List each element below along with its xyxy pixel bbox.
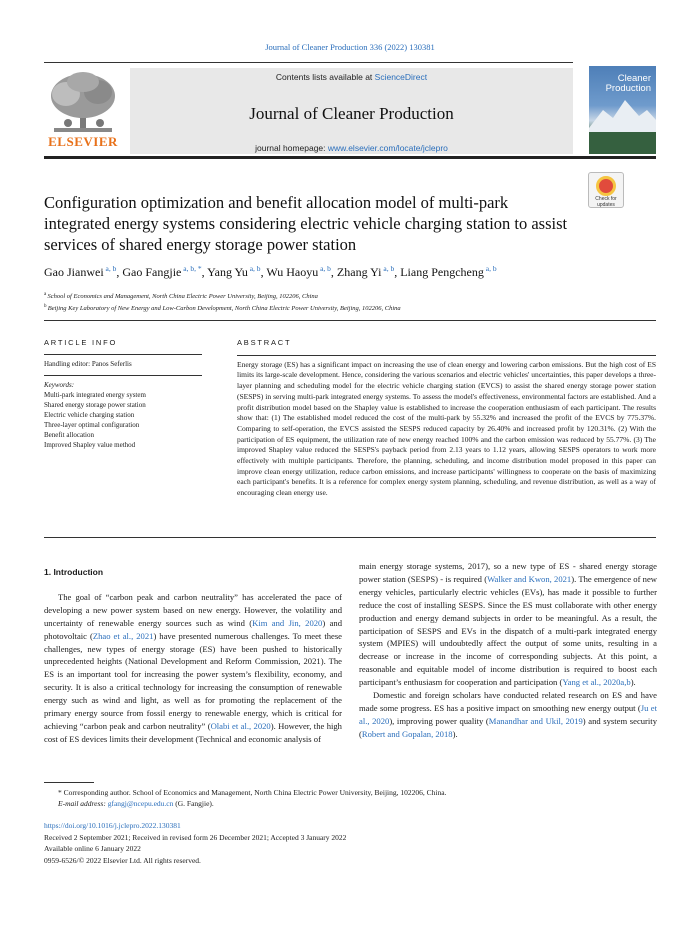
cover-title-line-2: Production [605,83,651,94]
paragraph-text: ) and photovoltaic ( [44,617,342,641]
paragraph-text: ). [630,677,636,688]
affiliation-line [44,302,656,314]
intro-paragraph-1-continued [359,560,657,689]
email-label: E-mail address: [58,799,108,808]
paragraph-text: Domestic and foreign scholars have conducted related research on ES and have made some progress. ES has a positive impact on smoothing new energy output ( [359,690,657,713]
cover-title-line-1: Cleaner [617,73,651,84]
footnote-rule [44,782,94,783]
contents-line [130,72,573,82]
citation-link[interactable]: Olabi et al., 2020 [210,720,271,731]
paragraph-text: ). The emergence of new energy vehicles, particularly electric vehicles (EVs), has made it possible to further reduce the cost of installing SESPS. Since the ES must collaborate with other energy production and energy demand subjects in order to be meaningful. As a result, the participation of SESPS and EVs in the dispatch of a multi-park integrated energy system (MPIES) will undoubtedly affect the output of some units, resulting in a decrease or increase in the income of corresponding subjects. At this point, a reasonable and equitable model of income distribution is required to boost each participant’s enthusiasm for cooperation and participation ( [359,573,658,688]
affiliation-mark: b [44,304,48,310]
citation-link[interactable]: Walker and Kwon, 2021 [487,573,572,584]
abstract-heading: ABSTRACT [237,338,292,347]
author-name[interactable]: Gao Fangjie [122,265,182,279]
handling-editor: Handling editor: Panos Seferlis [44,360,132,368]
publication-info [44,820,656,866]
author-list [44,264,656,280]
keyword-item: Electric vehicle charging station [44,411,135,419]
keyword-item: Shared energy storage power station [44,401,146,409]
paragraph-text: ). However, the high cost of ES devices limits their development (Technical and economic analysis of [44,720,342,744]
citation-link[interactable]: Kim and Jin, 2020 [252,617,323,628]
abstract-rule [237,355,656,356]
doi-link[interactable]: https://doi.org/10.1016/j.jclepro.2022.130381 [44,821,181,830]
author-name[interactable]: Wu Haoyu [266,265,319,279]
paragraph-text: ) and system security ( [359,715,657,739]
email-suffix: (G. Fangjie). [173,799,214,808]
cover-title [606,74,651,94]
author-separator: , [116,265,123,279]
header-top-rule [44,62,573,63]
publisher-name: ELSEVIER [48,134,118,149]
received-dates: Received 2 September 2021; Received in revised form 26 December 2021; Accepted 3 January 2022 [44,832,347,842]
corresponding-text: Corresponding author. School of Economics and Management, North China Electric Power University, Beijing, 102206, China. [63,788,447,797]
sciencedirect-link[interactable]: ScienceDirect [374,72,428,82]
author-name[interactable]: Liang Pengcheng [400,265,484,279]
header-thick-rule [44,156,656,159]
email-note [44,798,656,809]
footnotes [44,787,656,809]
journal-homepage-link[interactable]: www.elsevier.com/locate/jclepro [327,143,448,153]
journal-cover-image[interactable] [589,66,656,154]
author-separator: , [394,265,401,279]
online-date: Available online 6 January 2022 [44,844,141,853]
intro-paragraph-2 [359,689,657,741]
article-info [44,338,202,450]
affiliation-text: Beijing Key Laboratory of New Energy and Low-Carbon Development, North China Electric Power University, Beijing, 102206, China [47,305,401,313]
article-title: Configuration optimization and benefit allocation model of multi-park integrated energy systems considering electric vehicle charging station to assist services of shared energy storage power station [44,193,568,254]
body-left-column [44,564,342,746]
paragraph-text: ). [452,728,458,739]
affiliations [44,290,656,314]
author-name[interactable]: Gao Jianwei [44,265,104,279]
article-info-rule [44,354,202,355]
author-separator: , [330,265,337,279]
citation-link[interactable]: Yang et al., 2020a,b [562,677,631,688]
journal-title-box [130,68,573,154]
asterisk-mark: * [58,788,64,797]
citation-link[interactable]: Manandhar and Ukil, 2019 [488,715,583,726]
citation-link[interactable]: Robert and Gopalan, 2018 [361,728,453,739]
section-heading-introduction: 1. Introduction [44,567,104,577]
citation-link[interactable]: Ju et al., 2020 [359,702,657,726]
author-affiliation-mark[interactable]: a, b [483,264,497,273]
author-affiliation-mark[interactable]: a, b [103,264,117,273]
author-name[interactable]: Zhang Yi [336,265,382,279]
keyword-list [44,390,202,450]
article-info-heading: ARTICLE INFO [44,338,118,347]
journal-header [44,62,656,156]
divider-above-info [44,320,656,321]
citation-link[interactable]: Zhao et al., 2021 [92,630,154,641]
corresponding-author-note [44,787,656,798]
homepage-line [130,143,573,153]
divider-below-abstract [44,537,656,538]
check-badge-line-1: Check for [595,196,617,202]
intro-paragraph-1 [44,591,342,746]
author-separator: , [260,265,267,279]
keyword-item: Benefit allocation [44,431,94,439]
contents-prefix: Contents lists available at [275,72,375,82]
keywords-rule [44,375,202,376]
author-separator: , [201,265,208,279]
body-right-column [359,560,657,741]
paragraph-text: The goal of “carbon peak and carbon neutrality” has accelerated the pace of developing a new power system based on new energy. However, the volatility and uncertainty of renewable energy sources such as wind ( [44,591,342,628]
affiliation-line [44,290,656,302]
paragraph-text: main energy storage systems, 2017), so a new type of ES - shared energy storage power station (SESPS) - is required ( [359,561,657,584]
keyword-item: Multi-park integrated energy system [44,391,146,399]
keywords-heading: Keywords: [44,381,75,389]
paragraph-text: ) have presented numerous challenges. To meet these challenges, new types of energy storage (ES) have been pushed to historically unprecedented heights (National Development and Reform Commission, 2021). The ES is an important tool for increasing the power system’s flexibility, economy, and security. It is also a critical technology for increasing the consumption of renewable energy such as wind and light, as well as for promoting the replacement of the primary energy source from fossil energy to renewable energy, which is critical for achieving “carbon peak and carbon neutrality” ( [44,630,342,731]
copyright: 0959-6526/© 2022 Elsevier Ltd. All rights reserved. [44,855,201,865]
keyword-item: Three-layer optimal configuration [44,421,140,429]
check-badge-line-2: updates [597,202,615,208]
author-affiliation-mark[interactable]: a, b [247,264,261,273]
affiliation-text: School of Economics and Management, North China Electric Power University, Beijing, 102206, China [47,293,318,301]
author-affiliation-mark[interactable]: a, b, * [181,264,202,273]
check-for-updates-button[interactable] [588,172,624,208]
abstract [237,338,656,499]
journal-name: Journal of Cleaner Production [249,104,454,123]
journal-citation-link[interactable]: Journal of Cleaner Production 336 (2022) 130381 [265,42,435,52]
email-link[interactable]: gfangj@ncepu.edu.cn [107,799,174,808]
affiliation-mark: a [44,292,48,297]
author-affiliation-mark[interactable]: a, b [318,264,331,273]
author-name[interactable]: Yang Yu [207,265,248,279]
homepage-prefix: journal homepage: [255,143,328,153]
paragraph-text: ), improving power quality ( [389,715,489,726]
author-affiliation-mark[interactable]: a, b [381,264,395,273]
keyword-item: Improved Shapley value method [44,441,136,449]
check-updates-icon [596,176,616,196]
abstract-text: Energy storage (ES) has a significant impact on increasing the use of clean energy and lowering carbon emissions. But the high cost of ES limits its large-scale development. Hence, considering the various scenarios and electric vehicles' uncertainties, this paper develops a three-layer planning and scheduling model for the electric vehicle charging station (EVCS) to assist the shared energy storage power station (SESPS) in serving multi-park integrated energy systems. To assess the model's effectiveness, environmental factors are established. And a profit distribution model based on the Shapley value is established to increase the cooperation enthusiasm of each participant. The results show that: (1) The established model reduced the cost of the multi-park by 55.32% and increased the profit of the EVCS by 775.37%. Comparing to self-operation, the EVCS assisted the SESPS reduced capacity by 26.40% and increased profit by 120.31%. (2) With the participation of ES equipment, the utilization rate of new energy reached 100% and the carbon emission was reduced by 55.77%. (3) The improved Shapley value reduced the SESPS's payback period from 2.13 years to 1.12 years, allowing SESPS operators to work more effectively with multiple participants. Therefore, the planning, scheduling, and income distribution model proposed in this paper can improve clean energy utilization, reduce carbon emissions, and increase participants' willingness to cooperate on the basis of maximizing each participant's benefits. It is a reference for complex energy system planning, scheduling, and revenue distribution, as well as a way of encouraging clean energy use. [237,359,656,498]
